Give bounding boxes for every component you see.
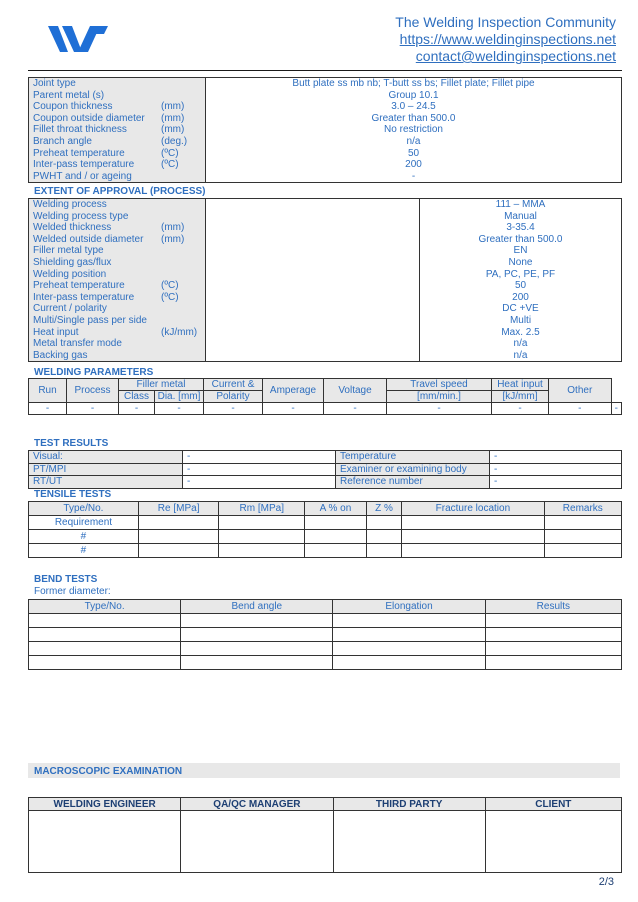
header-email[interactable] (416, 48, 616, 65)
extent.rows-label-row (33, 211, 201, 223)
bend-cell[interactable] (485, 614, 621, 628)
params-value: Group 10.1 (388, 89, 439, 101)
extent.rows-label-row (33, 199, 201, 211)
tensile-col-header: Rm [MPa] (219, 502, 305, 516)
col-class: Class (119, 391, 155, 403)
bend-cell[interactable] (485, 628, 621, 642)
col-dia: Dia. [mm] (155, 391, 204, 403)
col-travel-1: Travel speed (387, 379, 492, 391)
bend-cell[interactable] (485, 656, 621, 670)
col-heat-1: Heat input (492, 379, 549, 391)
params-value: 200 (405, 159, 422, 171)
extent.rows-value: Max. 2.5 (501, 326, 540, 338)
params-label: Branch angle (33, 135, 92, 147)
extent.rows-label: Welding position (33, 268, 107, 280)
header-rule (28, 70, 622, 71)
extent.rows-unit (161, 199, 201, 211)
params-label: PWHT and / or ageing (33, 170, 132, 182)
params-value: 3.0 – 24.5 (391, 101, 436, 113)
signature-header-row (29, 798, 622, 811)
extent.rows-label: Metal transfer mode (33, 338, 122, 350)
test-reference-value: - (490, 476, 622, 489)
extent.rows-value: Multi (509, 314, 532, 326)
params-label-row (33, 90, 201, 102)
extent.rows-value: 111 – MMA (495, 199, 546, 210)
bend-header-row (29, 600, 622, 614)
header-url[interactable] (400, 31, 616, 48)
tensile-cell[interactable] (544, 530, 621, 544)
bend-cell[interactable] (29, 642, 181, 656)
signature-header: WELDING ENGINEER (29, 798, 181, 811)
tensile-row (29, 530, 622, 544)
params-unit: (mm) (161, 101, 185, 113)
test-rtut-label: RT/UT (29, 476, 183, 489)
extent.rows-label: Current / polarity (33, 303, 107, 315)
params-label-row (33, 136, 201, 148)
col-current-2: Polarity (204, 391, 263, 403)
tensile-col-header: A % on (305, 502, 367, 516)
tensile-cell[interactable] (305, 530, 367, 544)
params-label: Fillet throat thickness (33, 124, 127, 136)
extent.rows-value: 3-35.4 (506, 222, 535, 234)
col-other: Other (549, 379, 612, 403)
extent.rows-unit: (mm) (161, 233, 185, 245)
params-labels (29, 78, 206, 183)
extent.rows-unit: (ºC) (161, 291, 179, 303)
signature-header: THIRD PARTY (333, 798, 485, 811)
extent.rows-label: Preheat temperature (33, 280, 125, 292)
extent.rows-unit: (mm) (161, 222, 185, 234)
bend-title: BEND TESTS (34, 574, 98, 585)
params-unit: (mm) (161, 112, 185, 124)
extent.rows-value: DC +VE (502, 303, 539, 315)
extent-title: EXTENT OF APPROVAL (PROCESS) (34, 186, 206, 197)
extent.rows-value: Manual (504, 210, 537, 222)
extent.rows-unit (161, 211, 201, 223)
extent.rows-value: n/a (513, 349, 528, 361)
extent-labels (29, 199, 206, 362)
extent.rows-value: n/a (513, 338, 528, 350)
extent.rows-label: Heat input (33, 326, 79, 338)
tensile-table (28, 501, 622, 558)
params-label-row (33, 148, 201, 160)
welding-params-cell: - (492, 403, 549, 415)
params-table (28, 77, 622, 183)
params-unit (161, 171, 201, 183)
signature-box[interactable] (181, 811, 333, 873)
tensile-cell[interactable] (402, 530, 544, 544)
params-label-row (33, 101, 201, 113)
params-unit: (ºC) (161, 147, 179, 159)
tensile-row (29, 544, 622, 558)
welding-params-table (28, 378, 622, 415)
bend-cell[interactable] (181, 642, 333, 656)
col-voltage: Voltage (324, 379, 387, 403)
macro-title: MACROSCOPIC EXAMINATION (28, 763, 620, 778)
extent.rows-label-row (33, 327, 201, 339)
tensile-cell[interactable] (138, 530, 219, 544)
params-unit (161, 78, 201, 90)
test-examiner-label: Examiner or examining body (336, 463, 490, 476)
extent.rows-label: Inter-pass temperature (33, 291, 135, 303)
col-heat-2: [kJ/mm] (492, 391, 549, 403)
bend-cell[interactable] (29, 614, 181, 628)
signature-box[interactable] (333, 811, 485, 873)
params-value: Greater than 500.0 (371, 112, 456, 124)
bend-cell[interactable] (333, 642, 485, 656)
extent.rows-label-row (33, 245, 201, 257)
header-url-link[interactable]: https://www.weldinginspections.net (399, 31, 616, 47)
test-reference-label: Reference number (336, 476, 490, 489)
params-label: Joint type (33, 78, 76, 89)
extent.rows-unit: (kJ/mm) (161, 326, 198, 338)
welding-params-cell: - (549, 403, 612, 415)
extent.rows-value: Greater than 500.0 (478, 233, 563, 245)
welding-params-cell: - (611, 403, 621, 415)
extent.rows-label-row (33, 280, 201, 292)
params-unit (161, 90, 201, 102)
extent.rows-value: PA, PC, PE, PF (485, 268, 556, 280)
welding-params-cell: - (119, 403, 155, 415)
extent.rows-value: 200 (512, 291, 529, 303)
tensile-cell[interactable] (305, 544, 367, 558)
bend-cell[interactable] (333, 628, 485, 642)
tensile-cell[interactable] (544, 544, 621, 558)
params-label-row (33, 171, 201, 183)
extent.rows-label: Welding process (33, 199, 107, 210)
welding-params-cell: - (67, 403, 119, 415)
tensile-cell[interactable] (305, 516, 367, 530)
signature-box[interactable] (29, 811, 181, 873)
params-label-row (33, 113, 201, 125)
params-unit: (ºC) (161, 159, 179, 171)
test-ptmpi-value: - (183, 463, 336, 476)
bend-row (29, 642, 622, 656)
extent.rows-label-row (33, 350, 201, 362)
extent.rows-label: Welded outside diameter (33, 233, 144, 245)
tests-table (28, 450, 622, 489)
tensile-col-header: Remarks (544, 502, 621, 516)
signature-header: QA/QC MANAGER (181, 798, 333, 811)
extent.rows-unit (161, 245, 201, 257)
tensile-cell[interactable] (366, 544, 401, 558)
col-filler: Filler metal (119, 379, 204, 391)
extent.rows-label-row (33, 315, 201, 327)
col-run: Run (29, 379, 67, 403)
tensile-cell[interactable] (544, 516, 621, 530)
tensile-cell[interactable] (138, 544, 219, 558)
bend-former: Former diameter: (34, 586, 111, 597)
welding-params-row (29, 403, 622, 415)
extent.rows-label-row (33, 257, 201, 269)
extent.rows-unit (161, 350, 201, 362)
bend-col-header: Results (485, 600, 621, 614)
test-temperature-label: Temperature (336, 451, 490, 464)
params-label-row (33, 78, 201, 90)
params-value: n/a (406, 135, 421, 147)
extent.rows-label-row (33, 303, 201, 315)
welding-params-cell: - (387, 403, 492, 415)
params-label: Preheat temperature (33, 147, 125, 159)
extent.rows-label: Welded thickness (33, 222, 112, 234)
bend-col-header: Bend angle (181, 600, 333, 614)
params-label: Parent metal (s) (33, 89, 105, 101)
test-temperature-value: - (490, 451, 622, 464)
params-label: Coupon thickness (33, 101, 113, 113)
bend-col-header: Type/No. (29, 600, 181, 614)
extent.rows-label: Backing gas (33, 349, 88, 361)
params-label: Coupon outside diameter (33, 112, 145, 124)
extent.rows-unit (161, 257, 201, 269)
params-label-row (33, 159, 201, 171)
welding-params-cell: - (155, 403, 204, 415)
bend-cell[interactable] (181, 614, 333, 628)
bend-cell[interactable] (181, 628, 333, 642)
signature-row (29, 811, 622, 873)
bend-cell[interactable] (333, 656, 485, 670)
params-value: No restriction (384, 124, 443, 136)
col-travel-2: [mm/min.] (387, 391, 492, 403)
tensile-header-row (29, 502, 622, 516)
bend-col-header: Elongation (333, 600, 485, 614)
test-rtut-value: - (183, 476, 336, 489)
tensile-cell[interactable] (219, 530, 305, 544)
page-number: 2/3 (598, 876, 614, 888)
bend-cell[interactable] (29, 656, 181, 670)
company-logo (48, 22, 110, 56)
params-value: - (411, 170, 416, 182)
tensile-col-header: Re [MPa] (138, 502, 219, 516)
params-label: Inter-pass temperature (33, 159, 135, 171)
extent.rows-label: Shielding gas/flux (33, 256, 112, 268)
tensile-cell[interactable] (138, 516, 219, 530)
extent.rows-label: Filler metal type (33, 245, 104, 257)
bend-cell[interactable] (29, 628, 181, 642)
header-email-link[interactable]: contact@weldinginspections.net (415, 48, 616, 64)
params-unit: (deg.) (161, 135, 188, 147)
tensile-cell[interactable] (402, 516, 544, 530)
welding-params-cell: - (324, 403, 387, 415)
tensile-col-header: Z % (366, 502, 401, 516)
tests-title: TEST RESULTS (34, 438, 109, 449)
header-org: The Welding Inspection Community (395, 14, 616, 30)
params-unit: (mm) (161, 124, 185, 136)
tensile-row-label: # (29, 544, 139, 558)
extent.rows-unit: (ºC) (161, 280, 179, 292)
extent.rows-label-row (33, 292, 201, 304)
extent-table (28, 198, 622, 362)
tensile-row-label: Requirement (29, 516, 139, 530)
extent.rows-value: None (508, 256, 533, 268)
extent.rows-unit (161, 269, 201, 281)
col-current-1: Current & (204, 379, 263, 391)
welding-params-title: WELDING PARAMETERS (34, 367, 154, 378)
tensile-row-label: # (29, 530, 139, 544)
bend-cell[interactable] (181, 656, 333, 670)
tensile-cell[interactable] (219, 516, 305, 530)
params-label-row (33, 124, 201, 136)
tensile-col-header: Type/No. (29, 502, 139, 516)
tensile-cell[interactable] (402, 544, 544, 558)
col-process: Process (67, 379, 119, 403)
extent.rows-value: 50 (514, 280, 527, 292)
extent.rows-label-row (33, 338, 201, 350)
extent-values (420, 199, 622, 362)
signature-header: CLIENT (485, 798, 621, 811)
bend-row (29, 614, 622, 628)
extent.rows-unit (161, 315, 201, 327)
tensile-cell[interactable] (219, 544, 305, 558)
extent.rows-unit (161, 303, 201, 315)
test-examiner-value: - (490, 463, 622, 476)
signature-table (28, 797, 622, 873)
extent.rows-label: Welding process type (33, 210, 129, 222)
signature-box[interactable] (485, 811, 621, 873)
tensile-title: TENSILE TESTS (34, 489, 112, 500)
welding-params-cell: - (263, 403, 324, 415)
welding-params-cell: - (204, 403, 263, 415)
params-value: Butt plate ss mb nb; T-butt ss bs; Fillet plate; Fillet pipe (292, 78, 535, 89)
bend-cell[interactable] (333, 614, 485, 628)
test-ptmpi-label: PT/MPI (29, 463, 183, 476)
tensile-cell[interactable] (366, 516, 401, 530)
bend-cell[interactable] (485, 642, 621, 656)
col-amperage: Amperage (263, 379, 324, 403)
extent-blank (206, 199, 420, 362)
bend-row (29, 656, 622, 670)
extent.rows-label-row (33, 269, 201, 281)
extent.rows-value: EN (513, 245, 528, 257)
test-visual-label: Visual: (29, 451, 183, 464)
extent.rows-label-row (33, 222, 201, 234)
bend-row (29, 628, 622, 642)
extent.rows-label-row (33, 234, 201, 246)
params-values (206, 78, 622, 183)
tensile-col-header: Fracture location (402, 502, 544, 516)
bend-table (28, 599, 622, 670)
test-visual-value: - (183, 451, 336, 464)
welding-params-cell: - (29, 403, 67, 415)
extent.rows-label: Multi/Single pass per side (33, 314, 147, 326)
extent.rows-unit (161, 338, 201, 350)
tensile-row (29, 516, 622, 530)
params-value: 50 (407, 147, 420, 159)
tensile-cell[interactable] (366, 530, 401, 544)
